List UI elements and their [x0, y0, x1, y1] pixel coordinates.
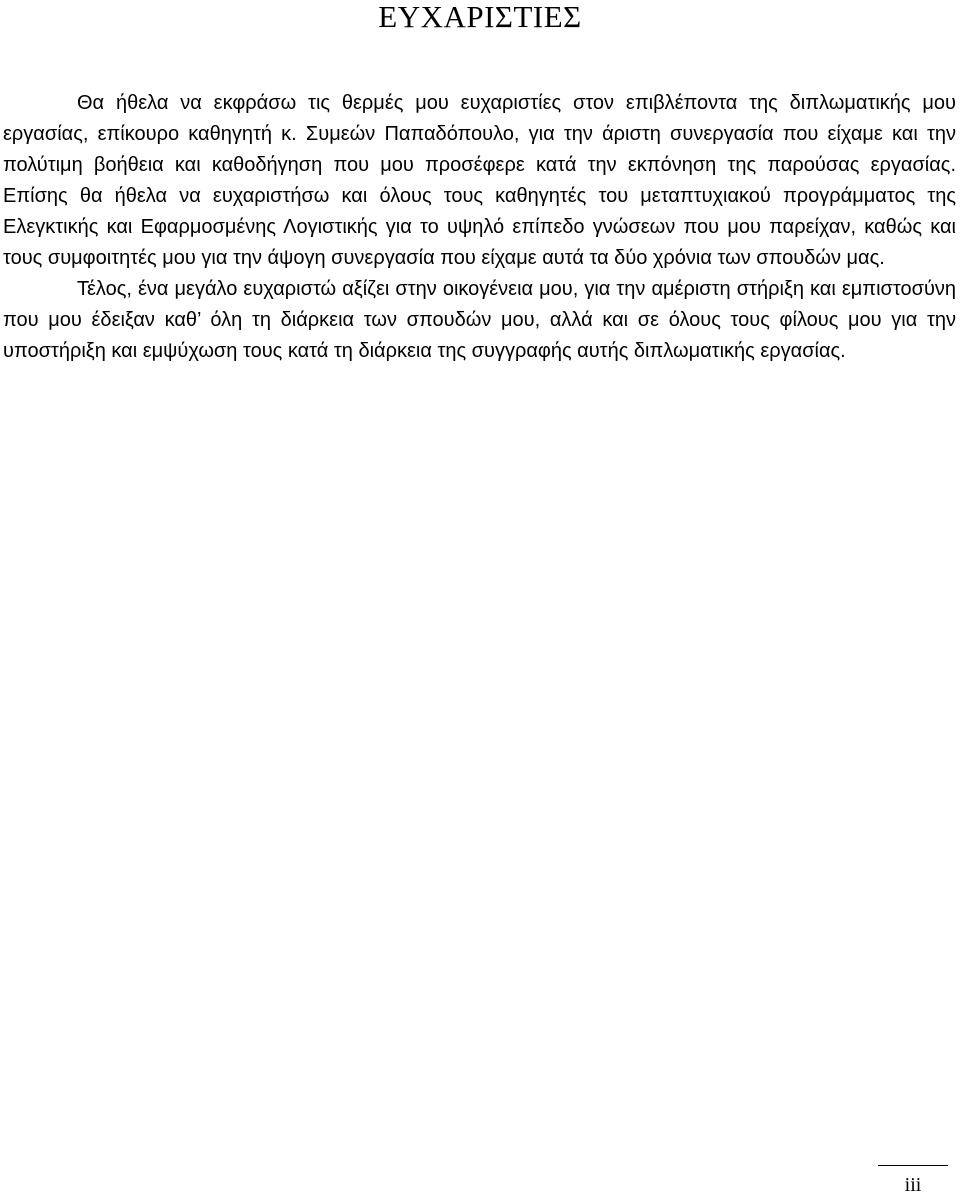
- page-number: iii: [904, 1174, 922, 1196]
- paragraph-thanks-supervisor: Θα ήθελα να εκφράσω τις θερμές μου ευχαριστίες στον επιβλέποντα της διπλωματικής μου εργασίας, επίκουρο καθηγητή κ. Συμεών Παπαδόπουλο, για την άριστη συνεργασία που είχαμε και την πολύτιμη βοήθεια και καθοδήγηση που μου προσέφερε κατά την εκπόνηση της παρούσας εργασίας. Επίσης θα ήθελα να ευχαριστήσω και όλους τους καθηγητές του μεταπτυχιακού προγράμματος της Ελεγκτικής και Εφαρμοσμένης Λογιστικής για το υψηλό επίπεδο γνώσεων που μου παρείχαν, καθώς και τους συμφοιτητές μου για την άψογη συνεργασία που είχαμε αυτά τα δύο χρόνια των σπουδών μας.: [3, 92, 956, 269]
- acknowledgements-body: [3, 88, 956, 367]
- footer-divider: [878, 1165, 948, 1166]
- page-title: ΕΥΧΑΡΙΣΤΙΕΣ: [378, 0, 582, 34]
- paragraph-thanks-family: Τέλος, ένα μεγάλο ευχαριστώ αξίζει στην οικογένεια μου, για την αμέριστη στήριξη και εμπιστοσύνη που μου έδειξαν καθ’ όλη τη διάρκεια των σπουδών μου, αλλά και σε όλους τους φίλους μου για την υποστήριξη και εμψύχωση τους κατά τη διάρκεια της συγγραφής αυτής διπλωματικής εργασίας.: [3, 278, 956, 362]
